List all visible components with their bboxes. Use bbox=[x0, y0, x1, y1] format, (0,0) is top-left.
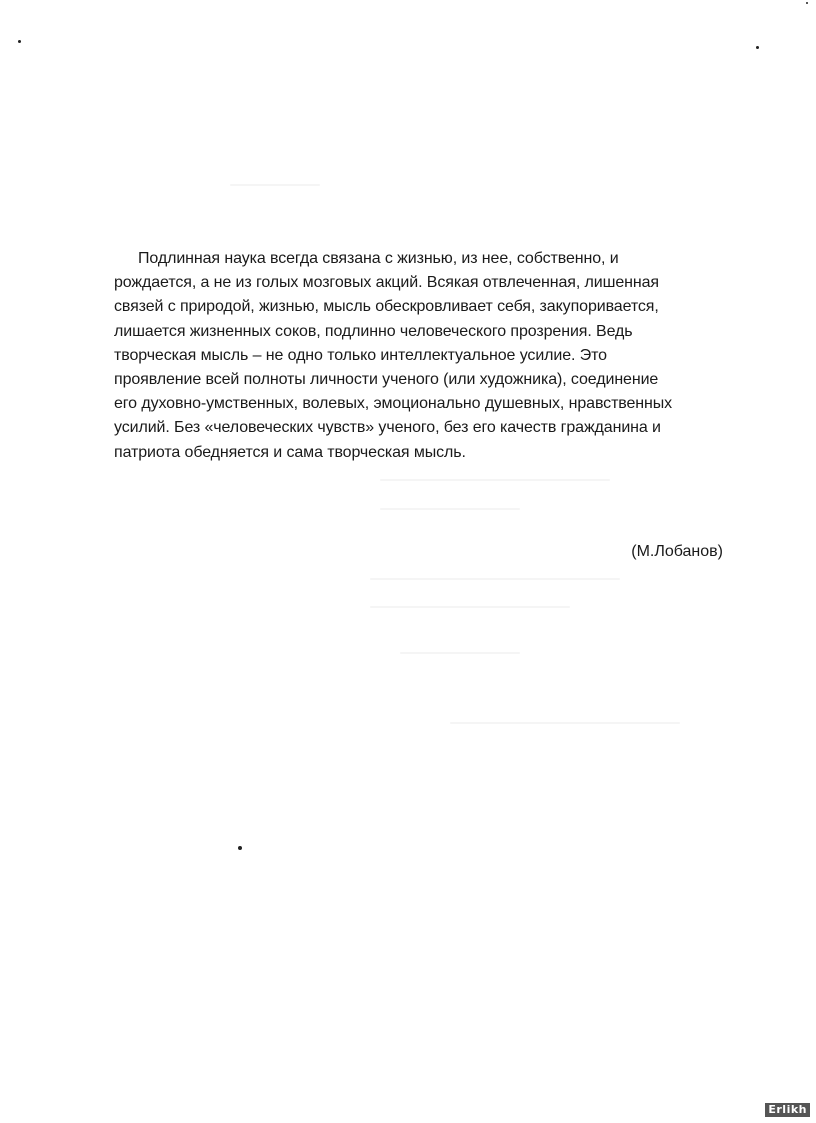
paragraph-line: лишается жизненных соков, подлинно человеческого прозрения. Ведь bbox=[114, 322, 633, 340]
bleed-through-mark bbox=[370, 606, 570, 608]
bleed-through-mark bbox=[230, 184, 320, 186]
watermark-label: Erlikh bbox=[765, 1103, 810, 1117]
paragraph-line: усилий. Без «человеческих чувств» ученого, без его качеств гражданина и bbox=[114, 419, 661, 437]
bleed-through-mark bbox=[380, 479, 610, 481]
paragraph-line: связей с природой, жизнью, мысль обескровливает себя, закупоривается, bbox=[114, 298, 659, 316]
quote-paragraph bbox=[114, 247, 724, 465]
quote-attribution: (М.Лобанов) bbox=[631, 543, 723, 560]
bleed-through-mark bbox=[370, 578, 620, 580]
paragraph-line: Подлинная наука всегда связана с жизнью, из нее, собственно, и bbox=[138, 250, 619, 267]
scan-speck bbox=[238, 846, 242, 850]
scan-speck bbox=[18, 40, 21, 43]
paragraph-line: творческая мысль – не одно только интеллектуальное усилие. Это bbox=[114, 346, 607, 364]
scan-speck bbox=[756, 46, 759, 49]
scan-speck bbox=[806, 2, 808, 4]
paragraph-line: патриота обедняется и сама творческая мысль. bbox=[114, 443, 466, 461]
bleed-through-mark bbox=[400, 652, 520, 654]
bleed-through-mark bbox=[450, 722, 680, 724]
paragraph-line: проявление всей полноты личности ученого (или художника), соединение bbox=[114, 371, 659, 389]
paragraph-line: рождается, а не из голых мозговых акций. Всякая отвлеченная, лишенная bbox=[114, 274, 659, 292]
bleed-through-mark bbox=[380, 508, 520, 510]
paragraph-line: его духовно-умственных, волевых, эмоционально душевных, нравственных bbox=[114, 395, 673, 413]
